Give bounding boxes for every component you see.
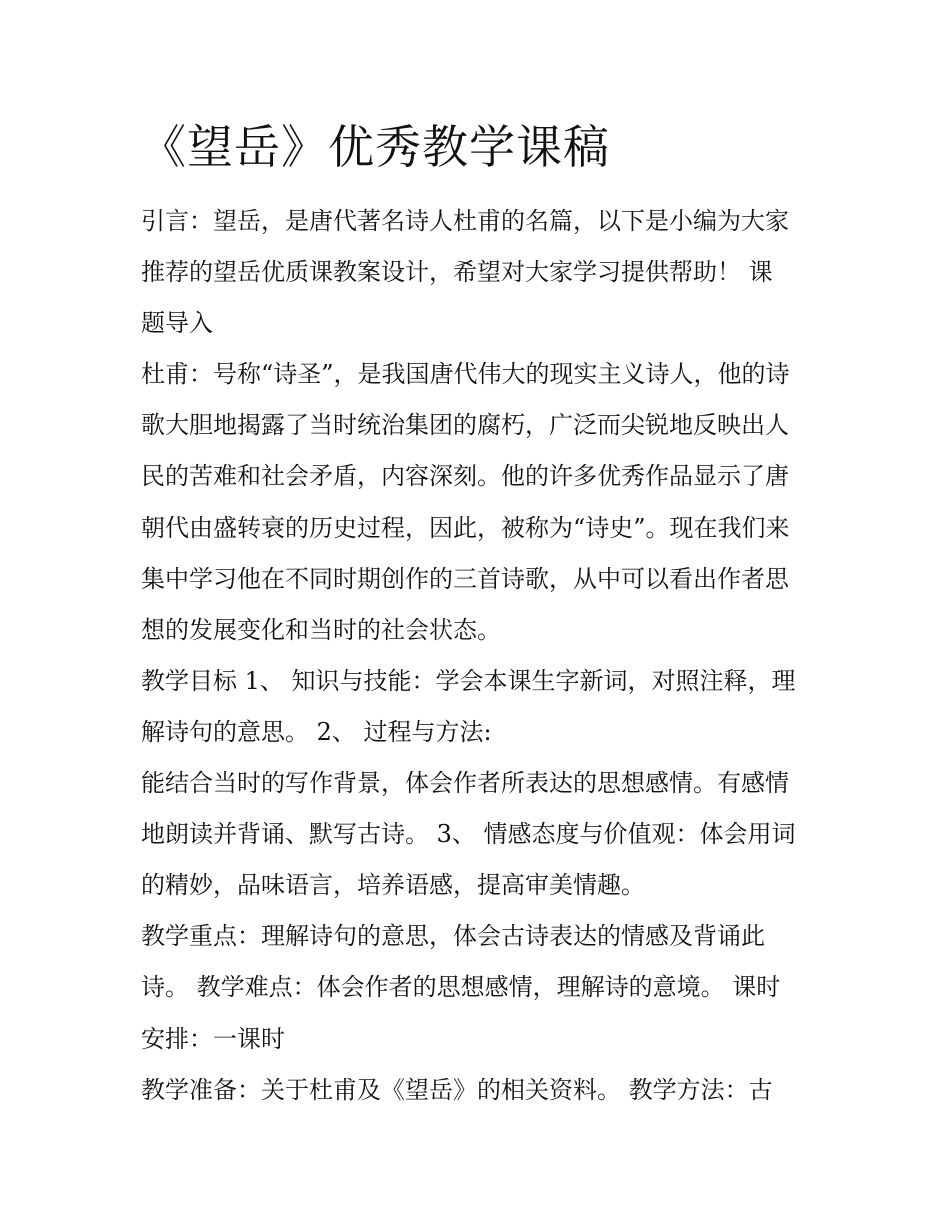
text-line: 题导入 bbox=[141, 309, 213, 338]
text-line: 朝代由盛转衰的历史过程，因此，被称为“诗史”。现在我们来 bbox=[141, 513, 790, 542]
text-line: 教学准备：关于杜甫及《望岳》的相关资料。 教学方法：古 bbox=[141, 1075, 773, 1104]
text-line: 能结合当时的写作背景，体会作者所表达的思想感情。有感情 bbox=[141, 769, 789, 798]
text-line: 集中学习他在不同时期创作的三首诗歌，从中可以看出作者思 bbox=[141, 564, 789, 593]
text-line: 歌大胆地揭露了当时统治集团的腐朽，广泛而尖锐地反映出人 bbox=[141, 411, 789, 440]
text-line: 的精妙，品味语言，培养语感，提高审美情趣。 bbox=[141, 871, 645, 900]
text-line: 安排：一课时 bbox=[141, 1024, 285, 1053]
text-line: 杜甫：号称“诗圣”，是我国唐代伟大的现实主义诗人，他的诗 bbox=[141, 360, 790, 389]
text-line: 推荐的望岳优质课教案设计，希望对大家学习提供帮助！ 课 bbox=[141, 258, 773, 287]
document-title: 《望岳》优秀教学课稿 bbox=[140, 120, 610, 174]
text-line: 地朗读并背诵、默写古诗。 3、 情感态度与价值观：体会用词 bbox=[141, 820, 796, 849]
text-line: 教学目标 1、 知识与技能：学会本课生字新词，对照注释，理 bbox=[141, 666, 796, 695]
text-line: 教学重点：理解诗句的意思，体会古诗表达的情感及背诵此 bbox=[141, 922, 765, 951]
text-line: 诗。 教学难点：体会作者的思想感情，理解诗的意境。 课时 bbox=[141, 973, 781, 1002]
text-line: 解诗句的意思。 2、 过程与方法: bbox=[141, 717, 492, 746]
text-line: 民的苦难和社会矛盾，内容深刻。他的许多优秀作品显示了唐 bbox=[141, 462, 789, 491]
text-line: 引言：望岳，是唐代著名诗人杜甫的名篇，以下是小编为大家 bbox=[141, 207, 789, 235]
document-body bbox=[141, 196, 821, 1116]
text-line: 想的发展变化和当时的社会状态。 bbox=[141, 615, 501, 644]
